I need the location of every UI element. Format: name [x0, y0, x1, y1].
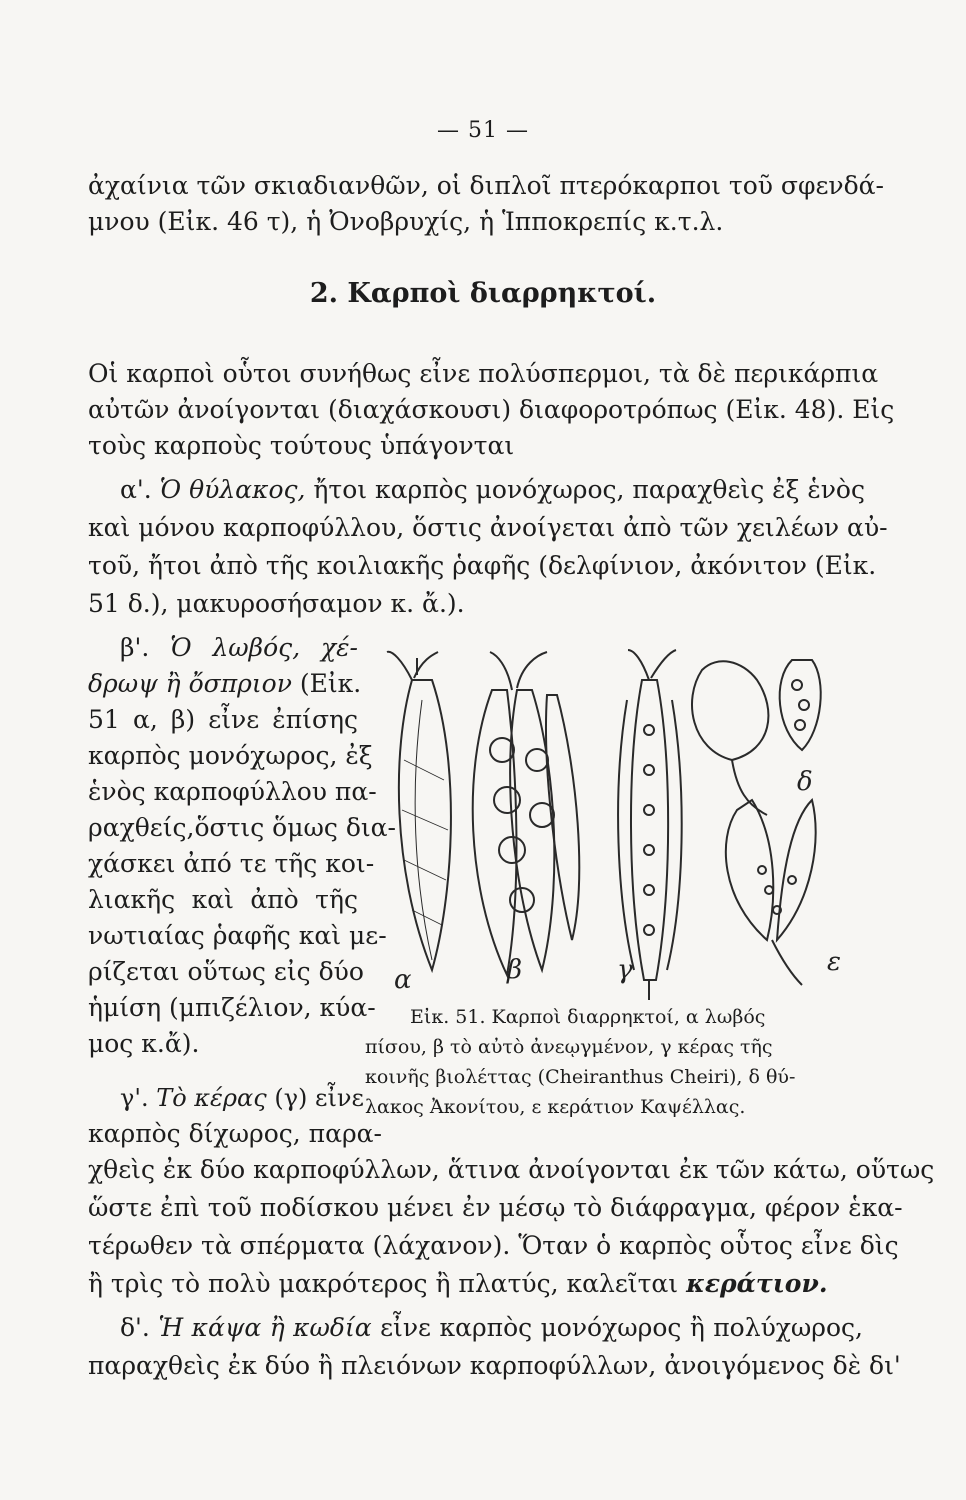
figure-pods-illustration	[372, 640, 867, 1000]
figure-label-epsilon: ε	[827, 947, 841, 977]
para-a-term: Ὁ θύλακος,	[159, 475, 306, 504]
para-a-line-1	[120, 472, 863, 508]
para1-line-2: αὐτῶν ἀνοίγονται (διαχάσκουσι) διαφοροτρόπως (Εἰκ. 48). Εἰς	[88, 395, 895, 424]
section-heading: 2. Καρποὶ διαρρηκτοί.	[309, 278, 657, 309]
para-b-line-4: καρπὸς μονόχωρος, ἐξ	[88, 741, 373, 770]
para-c-line-3: χθεὶς ἐκ δύο καρποφύλλων, ἅτινα ἀνοίγονται ἐκ τῶν κάτω, οὕτως	[88, 1155, 935, 1184]
para-b-line-1	[120, 630, 358, 666]
para-a-line-2: καὶ μόνου καρποφύλλου, ὅστις ἀνοίγεται ἀπὸ τῶν χειλέων αὐ-	[88, 513, 888, 542]
figure-caption-line-4: λακος Ἀκονίτου, ε κεράτιον Καψέλλας.	[365, 1096, 746, 1118]
para-b-term-2-rest: (Εἰκ.	[299, 669, 362, 698]
para-d-line-1	[120, 1310, 863, 1346]
para-a-line1-rest: ἤτοι καρπὸς μονόχωρος, παραχθεὶς ἐξ ἑνὸς	[313, 475, 865, 504]
para-b-line-5: ἑνὸς καρποφύλλου πα-	[88, 777, 377, 806]
figure-label-beta: β	[507, 955, 523, 985]
para-b-marker: β'.	[120, 633, 150, 662]
para-b-line-11: ἡμίση (μπιζέλιον, κύα-	[88, 993, 376, 1022]
para-b-line-6: ραχθείς,ὅστις ὅμως δια-	[88, 813, 396, 842]
para-b-line-2	[88, 666, 362, 702]
pod-closed-alpha	[387, 652, 451, 970]
page-number: — 51 —	[437, 118, 529, 143]
intro-line-1: ἀχαίνια τῶν σκιαδιανθῶν, οἱ διπλοῖ πτερόκαρποι τοῦ σφενδά-	[88, 171, 884, 200]
figure-caption-line-1: Εἰκ. 51. Καρποὶ διαρρηκτοί, α λωβός	[410, 1006, 766, 1028]
figure-svg	[372, 640, 867, 1000]
pod-open-beta	[473, 652, 580, 975]
figure-caption-line-2: πίσου, β τὸ αὐτὸ ἀνεῳγμένον, γ κέρας τῆς	[365, 1036, 773, 1058]
figure-label-delta: δ	[797, 767, 813, 797]
para-b-term-2: δρωψ ἢ ὄσπριον	[88, 669, 292, 698]
para-b-line-8: λιακῆς καὶ ἀπὸ τῆς	[88, 885, 358, 914]
pod-silique-gamma	[618, 650, 682, 1000]
para-b-line-7: χάσκει ἀπό τε τῆς κοι-	[88, 849, 375, 878]
para-c-line-2: καρπὸς δίχωρος, παρα-	[88, 1119, 383, 1148]
para1-line-1: Οἱ καρποὶ οὗτοι συνήθως εἶνε πολύσπερμοι, τὰ δὲ περικάρπια	[88, 359, 879, 388]
figure-caption-line-3: κοινῆς βιολέττας (Cheiranthus Cheiri), δ θύ-	[365, 1066, 796, 1088]
para-c-line-4: ὥστε ἐπὶ τοῦ ποδίσκου μένει ἐν μέσῳ τὸ διάφραγμα, φέρον ἑκα-	[88, 1193, 903, 1222]
para-c-last-term: κεράτιον.	[686, 1269, 828, 1298]
para-a-marker: α'.	[120, 475, 152, 504]
para-b-term-1: Ὁ λωβός, χέ-	[170, 633, 358, 662]
pod-silicle-epsilon	[726, 800, 816, 985]
para-c-line-5: τέρωθεν τὰ σπέρματα (λάχανον). Ὅταν ὁ καρπὸς οὗτος εἶνε δὶς	[88, 1231, 899, 1260]
figure-label-alpha: α	[394, 965, 412, 995]
para-c-line-6	[88, 1266, 863, 1302]
para-c-marker: γ'.	[120, 1084, 149, 1112]
para-d-term: Ἡ κάψα ἢ κωδία	[158, 1313, 372, 1342]
para-b-line-10: ρίζεται οὕτως εἰς δύο	[88, 957, 364, 986]
para1-line-3: τοὺς καρποὺς τούτους ὑπάγονται	[88, 431, 515, 460]
para-b-line-3: 51 α, β) εἶνε ἐπίσης	[88, 705, 358, 734]
para-c-last-line-start: ἢ τρὶς τὸ πολὺ μακρότερος ἢ πλατύς, καλεῖται	[88, 1269, 679, 1298]
para-d-line1-rest: εἶνε καρπὸς μονόχωρος ἢ πολύχωρος,	[380, 1313, 863, 1342]
figure-label-gamma: γ	[617, 955, 633, 985]
para-c-term-rest: (γ) εἶνε	[274, 1084, 364, 1112]
para-a-line-3: τοῦ, ἤτοι ἀπὸ τῆς κοιλιακῆς ῥαφῆς (δελφίνιον, ἀκόνιτον (Εἰκ.	[88, 551, 877, 580]
para-b-line-9: νωτιαίας ῥαφῆς καὶ με-	[88, 921, 387, 950]
para-c-line-1	[120, 1080, 364, 1116]
para-d-marker: δ'.	[120, 1313, 150, 1342]
para-b-line-12: μος κ.ἄ).	[88, 1029, 200, 1058]
para-d-line-2: παραχθεὶς ἐκ δύο ἢ πλειόνων καρποφύλλων, ἀνοιγόμενος δὲ δι'	[88, 1351, 901, 1380]
para-c-term: Τὸ κέρας	[156, 1084, 267, 1112]
intro-line-2: μνου (Εἰκ. 46 τ), ἡ Ὀνοβρυχίς, ἡ Ἱπποκρεπίς κ.τ.λ.	[88, 207, 724, 236]
para-a-line-4: 51 δ.), μακυροσήσαμον κ. ἄ.).	[88, 589, 465, 618]
